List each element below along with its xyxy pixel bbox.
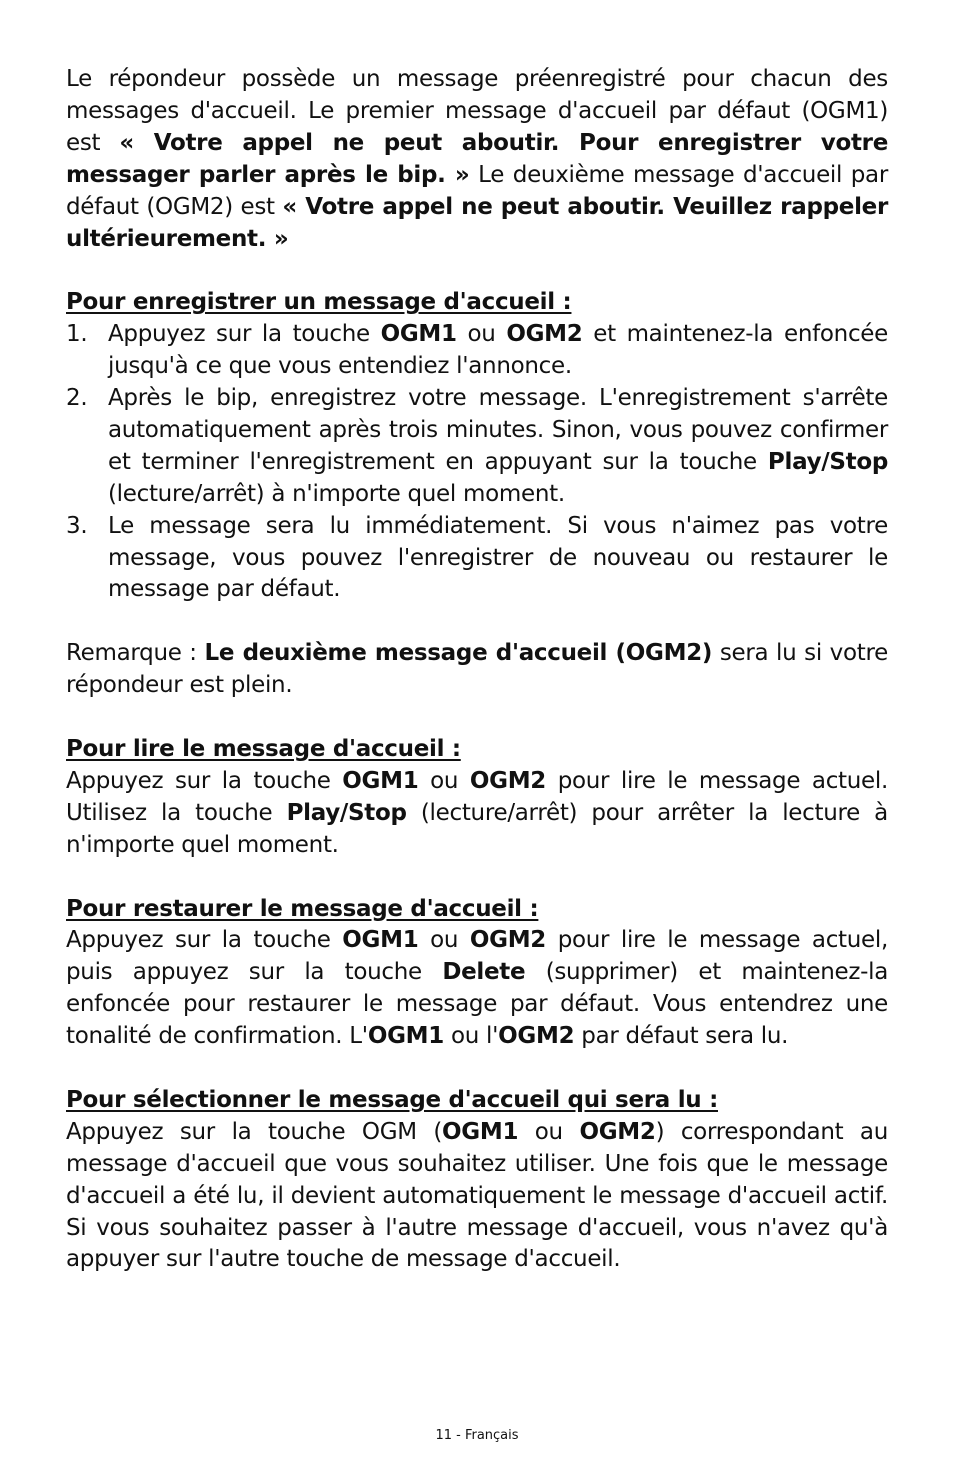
note-label: Remarque : xyxy=(66,640,205,667)
ogm2-default-quote: « Votre appel ne peut aboutir. Veuillez rappeler ultérieurement. » xyxy=(66,193,888,252)
document-page xyxy=(66,64,888,1276)
restore-paragraph xyxy=(66,925,888,1053)
step-text: et maintenez-la enfoncée jusqu'à ce que vous entendiez l'annonce. xyxy=(108,321,888,380)
record-step xyxy=(66,511,888,607)
key-label: OGM2 xyxy=(498,1023,575,1050)
key-label: OGM2 xyxy=(469,767,546,794)
play-text: pour lire le message actuel. Utilisez la touche xyxy=(66,767,888,826)
note-emphasis: Le deuxième message d'accueil (OGM2) xyxy=(204,640,713,667)
key-label: Play/Stop xyxy=(286,799,407,826)
key-label: OGM2 xyxy=(469,927,546,954)
step-number: 2. xyxy=(66,385,88,412)
record-heading: Pour enregistrer un message d'accueil : xyxy=(66,289,572,316)
restore-text: pour lire le message actuel, puis appuyez sur la touche xyxy=(66,927,888,986)
restore-text: Appuyez sur la touche xyxy=(66,927,343,954)
key-label: OGM1 xyxy=(442,1118,519,1145)
restore-text: ou xyxy=(418,927,470,954)
select-heading: Pour sélectionner le message d'accueil qui sera lu : xyxy=(66,1086,718,1113)
select-text: ) correspondant au message d'accueil que vous souhaitez utiliser. Une fois que le message d'accueil a été lu, il devient automatiquement le message d'accueil actif. Si vous souhaitez passer à l'autre message d'accueil, vous n'avez qu'à appuyer sur l'autre touche de message d'accueil. xyxy=(66,1118,889,1273)
restore-heading: Pour restaurer le message d'accueil : xyxy=(66,895,539,922)
note-paragraph xyxy=(66,638,888,702)
record-step xyxy=(66,383,888,511)
restore-text: (supprimer) et maintenez-la enfoncée pour restaurer le message par défaut. Vous entendrez une tonalité de confirmation. L' xyxy=(66,959,888,1050)
step-text: (lecture/arrêt) à n'importe quel moment. xyxy=(108,480,565,507)
play-heading: Pour lire le message d'accueil : xyxy=(66,735,461,762)
ogm1-default-quote: « Votre appel ne peut aboutir. Pour enregistrer votre messager parler après le bip. » xyxy=(66,129,889,188)
step-number: 3. xyxy=(66,512,88,539)
step-text: Le message sera lu immédiatement. Si vous n'aimez pas votre message, vous pouvez l'enregistrer de nouveau ou restaurer le message par défaut. xyxy=(108,512,888,603)
record-step xyxy=(66,319,888,383)
key-label: OGM2 xyxy=(506,321,583,348)
key-label: OGM1 xyxy=(367,1023,444,1050)
step-text: Après le bip, enregistrez votre message. L'enregistrement s'arrête automatiquement après trois minutes. Sinon, vous pouvez confirmer et terminer l'enregistrement en appuyant sur la touche xyxy=(108,385,888,475)
restore-text: par défaut sera lu. xyxy=(574,1023,789,1050)
key-label: OGM1 xyxy=(342,767,419,794)
intro-text: Le répondeur possède un message préenregistré pour chacun des messages d'accueil. Le premier message d'accueil par défaut (OGM1) est xyxy=(66,66,888,156)
select-paragraph xyxy=(66,1117,888,1277)
key-label: OGM1 xyxy=(342,927,419,954)
step-text: ou xyxy=(456,321,507,348)
play-text: Appuyez sur la touche xyxy=(66,767,343,794)
key-label: Play/Stop xyxy=(767,448,888,475)
play-paragraph xyxy=(66,766,888,862)
record-steps-list xyxy=(66,319,888,606)
restore-text: ou l' xyxy=(443,1023,499,1050)
play-text: (lecture/arrêt) pour arrêter la lecture à n'importe quel moment. xyxy=(66,799,888,858)
note-text: sera lu si votre répondeur est plein. xyxy=(66,640,888,699)
step-text: Appuyez sur la touche xyxy=(108,321,381,348)
select-text: ou xyxy=(518,1118,580,1145)
key-label: OGM2 xyxy=(579,1118,656,1145)
key-label: OGM1 xyxy=(380,321,457,348)
intro-text: Le deuxième message d'accueil par défaut (OGM2) est xyxy=(66,161,888,220)
intro-paragraph xyxy=(66,64,888,255)
select-text: Appuyez sur la touche OGM ( xyxy=(66,1118,443,1145)
play-text: ou xyxy=(418,767,470,794)
page-footer: 11 - Français xyxy=(435,1428,519,1443)
key-label: Delete xyxy=(442,959,526,986)
step-number: 1. xyxy=(66,321,88,348)
